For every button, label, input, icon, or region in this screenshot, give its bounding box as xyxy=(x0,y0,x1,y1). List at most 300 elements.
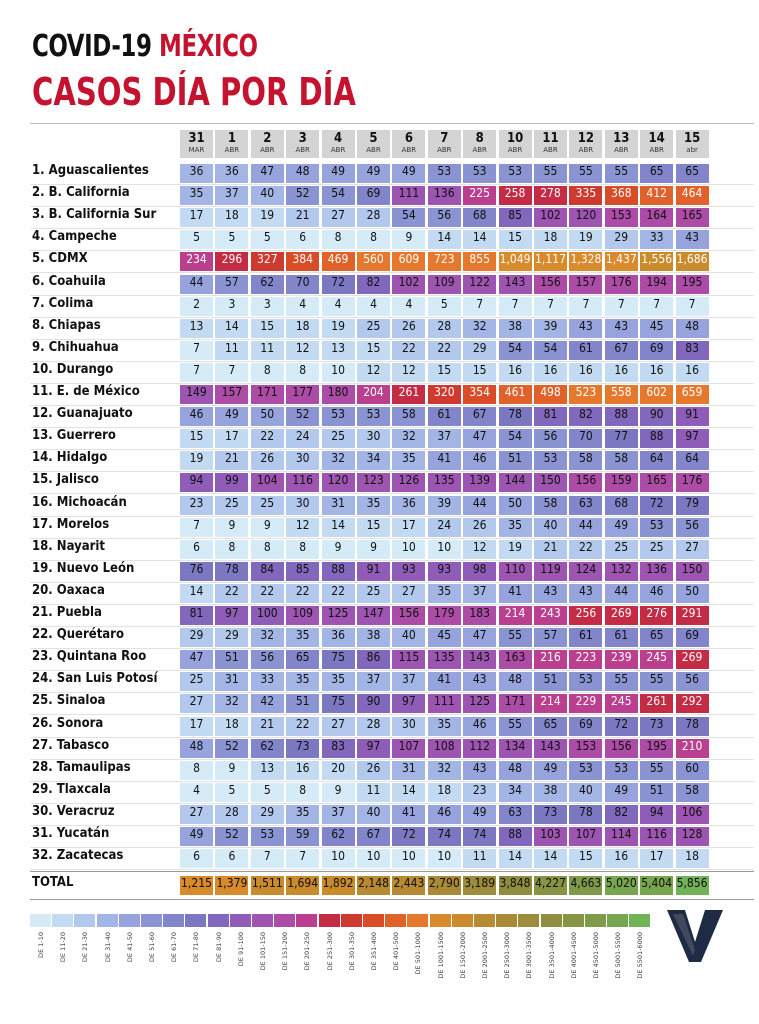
heatmap-cell: 16 xyxy=(605,849,638,868)
heatmap-cell: 82 xyxy=(357,275,390,294)
state-label: 7. Colima xyxy=(32,295,94,311)
heatmap-cell: 9 xyxy=(215,518,248,537)
legend-swatch xyxy=(452,914,473,927)
heatmap-cell: 54 xyxy=(392,208,425,227)
heatmap-cell: 46 xyxy=(428,805,461,824)
heatmap-cell: 69 xyxy=(569,717,602,736)
heatmap-cell: 37 xyxy=(357,672,390,691)
heatmap-cell: 1,117 xyxy=(534,252,567,271)
heatmap-cell: 97 xyxy=(215,606,248,625)
legend-label xyxy=(102,932,116,1002)
heatmap-cell: 18 xyxy=(215,717,248,736)
row-divider xyxy=(30,582,754,583)
legend-label xyxy=(324,932,338,1002)
column-header xyxy=(215,130,248,158)
heatmap-cell: 55 xyxy=(640,761,673,780)
heatmap-cell: 8 xyxy=(215,540,248,559)
heatmap-cell: 560 xyxy=(357,252,390,271)
heatmap-cell: 412 xyxy=(640,186,673,205)
heatmap-cell: 128 xyxy=(676,827,709,846)
heatmap-cell: 43 xyxy=(569,584,602,603)
heatmap-cell: 25 xyxy=(251,496,284,515)
heatmap-cell: 27 xyxy=(392,584,425,603)
heatmap-cell: 56 xyxy=(534,429,567,448)
heatmap-cell: 16 xyxy=(534,363,567,382)
heatmap-cell: 35 xyxy=(428,717,461,736)
heatmap-cell: 12 xyxy=(286,341,319,360)
column-header xyxy=(569,130,602,158)
total-cell: 5,404 xyxy=(640,876,673,895)
heatmap-cell: 229 xyxy=(569,694,602,713)
heatmap-cell: 61 xyxy=(428,407,461,426)
heatmap-cell: 276 xyxy=(640,606,673,625)
heatmap-cell: 204 xyxy=(357,385,390,404)
heatmap-cell: 14 xyxy=(463,230,496,249)
heatmap-cell: 78 xyxy=(676,717,709,736)
row-divider xyxy=(30,405,754,406)
heatmap-cell: 4 xyxy=(392,297,425,316)
heatmap-cell: 78 xyxy=(569,805,602,824)
heatmap-cell: 35 xyxy=(322,672,355,691)
heatmap-cell: 31 xyxy=(215,672,248,691)
heatmap-cell: 234 xyxy=(180,252,213,271)
legend-label-text: DE 91-100 xyxy=(236,932,245,967)
heatmap-cell: 6 xyxy=(180,540,213,559)
heatmap-cell: 32 xyxy=(428,761,461,780)
heatmap-cell: 327 xyxy=(251,252,284,271)
heatmap-cell: 464 xyxy=(676,186,709,205)
heatmap-cell: 38 xyxy=(534,783,567,802)
legend-label-text: DE 71-80 xyxy=(192,932,201,963)
legend-label-text: DE 351-400 xyxy=(370,932,378,971)
heatmap-cell: 81 xyxy=(534,407,567,426)
heatmap-cell: 49 xyxy=(322,164,355,183)
heatmap-cell: 14 xyxy=(215,319,248,338)
heatmap-cell: 261 xyxy=(640,694,673,713)
heatmap-cell: 35 xyxy=(428,584,461,603)
legend-label xyxy=(213,932,227,1002)
column-day: 1 xyxy=(227,131,236,146)
legend-label xyxy=(279,932,293,1002)
heatmap-cell: 78 xyxy=(499,407,532,426)
column-day: 2 xyxy=(263,131,272,146)
heatmap-cell: 16 xyxy=(676,363,709,382)
legend-label xyxy=(235,932,249,1002)
heatmap-cell: 55 xyxy=(499,717,532,736)
state-label: 28. Tamaulipas xyxy=(32,759,131,775)
heatmap-cell: 15 xyxy=(499,230,532,249)
state-label: 16. Michoacán xyxy=(32,494,127,510)
heatmap-cell: 10 xyxy=(428,540,461,559)
heatmap-cell: 34 xyxy=(499,783,532,802)
column-header xyxy=(605,130,638,158)
heatmap-cell: 60 xyxy=(676,761,709,780)
column-header xyxy=(676,130,709,158)
row-divider xyxy=(30,427,754,428)
heatmap-cell: 7 xyxy=(499,297,532,316)
legend-label-text: DE 1501-2000 xyxy=(458,932,467,979)
state-label: 27. Tabasco xyxy=(32,737,110,753)
column-header xyxy=(357,130,390,158)
legend-label-text: DE 81-90 xyxy=(214,932,223,963)
heatmap-cell: 1,686 xyxy=(676,252,709,271)
legend-swatch xyxy=(163,914,184,927)
heatmap-cell: 157 xyxy=(569,275,602,294)
heatmap-cell: 58 xyxy=(392,407,425,426)
legend-label-text: DE 51-60 xyxy=(148,932,156,963)
heatmap-cell: 38 xyxy=(499,319,532,338)
heatmap-cell: 53 xyxy=(428,164,461,183)
legend-label-text: DE 4001-4500 xyxy=(569,932,578,979)
row-divider xyxy=(30,516,754,517)
heatmap-cell: 64 xyxy=(676,451,709,470)
heatmap-cell: 77 xyxy=(605,429,638,448)
heatmap-cell: 245 xyxy=(605,694,638,713)
heatmap-cell: 602 xyxy=(640,385,673,404)
heatmap-cell: 50 xyxy=(251,407,284,426)
total-cell: 5,856 xyxy=(676,876,709,895)
heatmap-cell: 40 xyxy=(534,518,567,537)
legend-swatch xyxy=(430,914,451,927)
row-divider xyxy=(30,228,754,229)
heatmap-cell: 40 xyxy=(569,783,602,802)
heatmap-cell: 47 xyxy=(180,650,213,669)
heatmap-cell: 291 xyxy=(676,606,709,625)
heatmap-cell: 7 xyxy=(215,363,248,382)
column-month: ABR xyxy=(507,146,523,154)
heatmap-cell: 12 xyxy=(286,518,319,537)
heatmap-cell: 39 xyxy=(428,496,461,515)
legend-label xyxy=(390,932,404,1002)
legend-swatch xyxy=(474,914,495,927)
heatmap-cell: 67 xyxy=(605,341,638,360)
column-month: abr xyxy=(686,146,698,154)
heatmap-cell: 37 xyxy=(428,429,461,448)
column-month: ABR xyxy=(437,146,452,154)
heatmap-cell: 35 xyxy=(180,186,213,205)
heatmap-cell: 177 xyxy=(286,385,319,404)
heatmap-cell: 7 xyxy=(463,297,496,316)
heatmap-cell: 35 xyxy=(286,628,319,647)
heatmap-cell: 368 xyxy=(605,186,638,205)
legend-label xyxy=(57,932,71,1002)
legend-label xyxy=(301,932,315,1002)
heatmap-cell: 38 xyxy=(357,628,390,647)
heatmap-cell: 53 xyxy=(463,164,496,183)
heatmap-cell: 25 xyxy=(215,496,248,515)
heatmap-cell: 163 xyxy=(499,650,532,669)
heatmap-cell: 21 xyxy=(215,451,248,470)
heatmap-cell: 53 xyxy=(251,827,284,846)
heatmap-cell: 107 xyxy=(569,827,602,846)
heatmap-cell: 22 xyxy=(286,717,319,736)
heatmap-cell: 43 xyxy=(463,761,496,780)
heatmap-cell: 56 xyxy=(676,518,709,537)
column-month: ABR xyxy=(614,146,629,154)
heatmap-cell: 8 xyxy=(286,540,319,559)
heatmap-cell: 139 xyxy=(463,473,496,492)
heatmap-cell: 88 xyxy=(605,407,638,426)
row-divider xyxy=(30,847,754,848)
heatmap-cell: 9 xyxy=(392,230,425,249)
legend-label xyxy=(612,932,626,1002)
heatmap-cell: 278 xyxy=(534,186,567,205)
row-divider xyxy=(30,803,754,804)
heatmap-cell: 3 xyxy=(251,297,284,316)
heatmap-cell: 37 xyxy=(322,805,355,824)
heatmap-cell: 63 xyxy=(569,496,602,515)
heatmap-cell: 210 xyxy=(676,739,709,758)
heatmap-cell: 15 xyxy=(357,518,390,537)
heatmap-cell: 26 xyxy=(392,319,425,338)
legend-label-text: DE 251-300 xyxy=(325,932,334,971)
column-header xyxy=(180,130,213,158)
heatmap-cell: 157 xyxy=(215,385,248,404)
column-day: 11 xyxy=(542,131,559,146)
heatmap-cell: 15 xyxy=(180,429,213,448)
heatmap-cell: 183 xyxy=(463,606,496,625)
heatmap-cell: 1,328 xyxy=(569,252,602,271)
heatmap-cell: 43 xyxy=(676,230,709,249)
legend-label xyxy=(546,932,560,1002)
heatmap-cell: 25 xyxy=(357,319,390,338)
heatmap-cell: 523 xyxy=(569,385,602,404)
legend-swatch xyxy=(585,914,606,927)
total-cell: 1,694 xyxy=(286,876,319,895)
total-cell: 2,443 xyxy=(392,876,425,895)
legend-label-text: DE 3501-4000 xyxy=(547,932,556,979)
heatmap-cell: 13 xyxy=(180,319,213,338)
heatmap-cell: 11 xyxy=(357,783,390,802)
heatmap-cell: 14 xyxy=(392,783,425,802)
legend-label-text: DE 61-70 xyxy=(170,932,179,963)
column-header xyxy=(392,130,425,158)
heatmap-cell: 45 xyxy=(640,319,673,338)
heatmap-cell: 176 xyxy=(605,275,638,294)
column-header xyxy=(428,130,461,158)
heatmap-cell: 44 xyxy=(180,275,213,294)
heatmap-cell: 49 xyxy=(605,783,638,802)
heatmap-cell: 659 xyxy=(676,385,709,404)
heatmap-cell: 16 xyxy=(640,363,673,382)
heatmap-cell: 72 xyxy=(322,275,355,294)
row-divider xyxy=(30,250,754,251)
heatmap-cell: 25 xyxy=(605,540,638,559)
state-label: 31. Yucatán xyxy=(32,826,110,841)
total-cell: 1,379 xyxy=(215,876,248,895)
heatmap-cell: 9 xyxy=(251,518,284,537)
column-day: 13 xyxy=(613,131,630,146)
legend-label xyxy=(79,932,93,1002)
heatmap-cell: 12 xyxy=(392,363,425,382)
heatmap-cell: 52 xyxy=(286,186,319,205)
heatmap-cell: 21 xyxy=(534,540,567,559)
heatmap-cell: 156 xyxy=(605,739,638,758)
heatmap-cell: 68 xyxy=(463,208,496,227)
row-divider xyxy=(30,692,754,693)
legend-label-text: DE 2501-3000 xyxy=(503,932,512,979)
heatmap-cell: 54 xyxy=(499,429,532,448)
heatmap-cell: 97 xyxy=(392,694,425,713)
heatmap-cell: 123 xyxy=(357,473,390,492)
row-divider xyxy=(30,560,754,561)
heatmap-cell: 7 xyxy=(605,297,638,316)
legend-swatch xyxy=(496,914,517,927)
heatmap-cell: 61 xyxy=(569,341,602,360)
legend-label-text: DE 501-1000 xyxy=(414,932,423,975)
heatmap-cell: 36 xyxy=(180,164,213,183)
heatmap-cell: 58 xyxy=(676,783,709,802)
heatmap-cell: 44 xyxy=(605,584,638,603)
column-month: ABR xyxy=(330,146,346,154)
heatmap-cell: 18 xyxy=(215,208,248,227)
heatmap-cell: 72 xyxy=(605,717,638,736)
total-cell: 1,215 xyxy=(180,876,213,895)
legend-label-text: DE 31-40 xyxy=(103,932,112,963)
column-header xyxy=(499,130,532,158)
heatmap-cell: 62 xyxy=(251,275,284,294)
heatmap-cell: 49 xyxy=(392,164,425,183)
v-logo-icon xyxy=(667,908,723,964)
heatmap-cell: 52 xyxy=(286,407,319,426)
heatmap-cell: 63 xyxy=(499,805,532,824)
heatmap-cell: 14 xyxy=(499,849,532,868)
heatmap-cell: 223 xyxy=(569,650,602,669)
heatmap-cell: 149 xyxy=(180,385,213,404)
row-divider xyxy=(30,538,754,539)
legend-swatch xyxy=(629,914,650,927)
heatmap-cell: 48 xyxy=(676,319,709,338)
heatmap-cell: 15 xyxy=(463,363,496,382)
heatmap-cell: 69 xyxy=(640,341,673,360)
heatmap-cell: 12 xyxy=(357,363,390,382)
heatmap-cell: 54 xyxy=(499,341,532,360)
heatmap-cell: 609 xyxy=(392,252,425,271)
legend-swatch xyxy=(97,914,118,927)
row-divider xyxy=(30,361,754,362)
heatmap-cell: 171 xyxy=(251,385,284,404)
heatmap-cell: 116 xyxy=(640,827,673,846)
heatmap-cell: 62 xyxy=(322,827,355,846)
heatmap-cell: 384 xyxy=(286,252,319,271)
heatmap-cell: 97 xyxy=(676,429,709,448)
column-month: ABR xyxy=(543,146,558,154)
heatmap-cell: 97 xyxy=(357,739,390,758)
row-divider xyxy=(30,714,754,715)
state-label: 15. Jalisco xyxy=(32,472,99,488)
state-label: 17. Morelos xyxy=(32,516,110,532)
heatmap-cell: 114 xyxy=(605,827,638,846)
title-line-2: CASOS DÍA POR DÍA xyxy=(32,70,356,114)
legend-label xyxy=(435,932,449,1002)
heatmap-cell: 81 xyxy=(180,606,213,625)
heatmap-cell: 46 xyxy=(463,717,496,736)
heatmap-cell: 65 xyxy=(534,717,567,736)
total-cell: 1,511 xyxy=(251,876,284,895)
row-divider xyxy=(30,737,754,738)
heatmap-cell: 9 xyxy=(215,761,248,780)
heatmap-cell: 19 xyxy=(499,540,532,559)
heatmap-cell: 1,556 xyxy=(640,252,673,271)
heatmap-cell: 20 xyxy=(322,761,355,780)
heatmap-cell: 7 xyxy=(180,518,213,537)
heatmap-cell: 22 xyxy=(251,584,284,603)
state-label: 22. Querétaro xyxy=(32,627,124,643)
heatmap-cell: 144 xyxy=(499,473,532,492)
legend-swatch xyxy=(607,914,628,927)
heatmap-cell: 51 xyxy=(499,451,532,470)
heatmap-cell: 243 xyxy=(534,606,567,625)
title-mexico: MÉXICO xyxy=(159,29,258,64)
heatmap-cell: 18 xyxy=(428,783,461,802)
heatmap-cell: 53 xyxy=(640,518,673,537)
heatmap-cell: 73 xyxy=(534,805,567,824)
heatmap-cell: 18 xyxy=(286,319,319,338)
heatmap-cell: 27 xyxy=(322,717,355,736)
heatmap-cell: 35 xyxy=(286,672,319,691)
heatmap-cell: 44 xyxy=(569,518,602,537)
heatmap-cell: 83 xyxy=(322,739,355,758)
heatmap-cell: 47 xyxy=(463,429,496,448)
row-divider xyxy=(30,184,754,185)
heatmap-cell: 52 xyxy=(215,827,248,846)
heatmap-cell: 164 xyxy=(640,208,673,227)
legend-label xyxy=(35,932,49,1002)
heatmap-cell: 31 xyxy=(392,761,425,780)
heatmap-cell: 27 xyxy=(676,540,709,559)
heatmap-cell: 84 xyxy=(251,562,284,581)
heatmap-cell: 41 xyxy=(428,451,461,470)
heatmap-cell: 7 xyxy=(676,297,709,316)
heatmap-cell: 55 xyxy=(534,164,567,183)
heatmap-cell: 19 xyxy=(569,230,602,249)
column-month: ABR xyxy=(578,146,594,154)
heatmap-cell: 28 xyxy=(357,208,390,227)
heatmap-cell: 10 xyxy=(322,849,355,868)
heatmap-cell: 120 xyxy=(322,473,355,492)
legend-label xyxy=(146,932,160,1002)
heatmap-cell: 28 xyxy=(428,319,461,338)
row-divider xyxy=(30,626,754,627)
heatmap-cell: 51 xyxy=(640,783,673,802)
heatmap-cell: 22 xyxy=(392,341,425,360)
heatmap-cell: 104 xyxy=(251,473,284,492)
heatmap-cell: 16 xyxy=(569,363,602,382)
heatmap-cell: 32 xyxy=(322,451,355,470)
heatmap-cell: 13 xyxy=(251,761,284,780)
column-day: 4 xyxy=(334,131,343,146)
column-month: ABR xyxy=(401,146,417,154)
heatmap-cell: 269 xyxy=(676,650,709,669)
legend-label-text: DE 5501-6000 xyxy=(636,932,645,979)
heatmap-cell: 21 xyxy=(251,717,284,736)
heatmap-cell: 115 xyxy=(392,650,425,669)
heatmap-cell: 57 xyxy=(534,628,567,647)
heatmap-cell: 25 xyxy=(322,429,355,448)
column-header xyxy=(640,130,673,158)
legend-label xyxy=(501,932,515,1002)
total-cell: 3,189 xyxy=(463,876,496,895)
heatmap-cell: 70 xyxy=(569,429,602,448)
row-divider xyxy=(30,449,754,450)
legend-label xyxy=(479,932,493,1002)
heatmap-cell: 17 xyxy=(180,717,213,736)
heatmap-cell: 17 xyxy=(215,429,248,448)
heatmap-cell: 165 xyxy=(640,473,673,492)
heatmap-cell: 46 xyxy=(640,584,673,603)
heatmap-cell: 120 xyxy=(569,208,602,227)
heatmap-cell: 43 xyxy=(463,672,496,691)
